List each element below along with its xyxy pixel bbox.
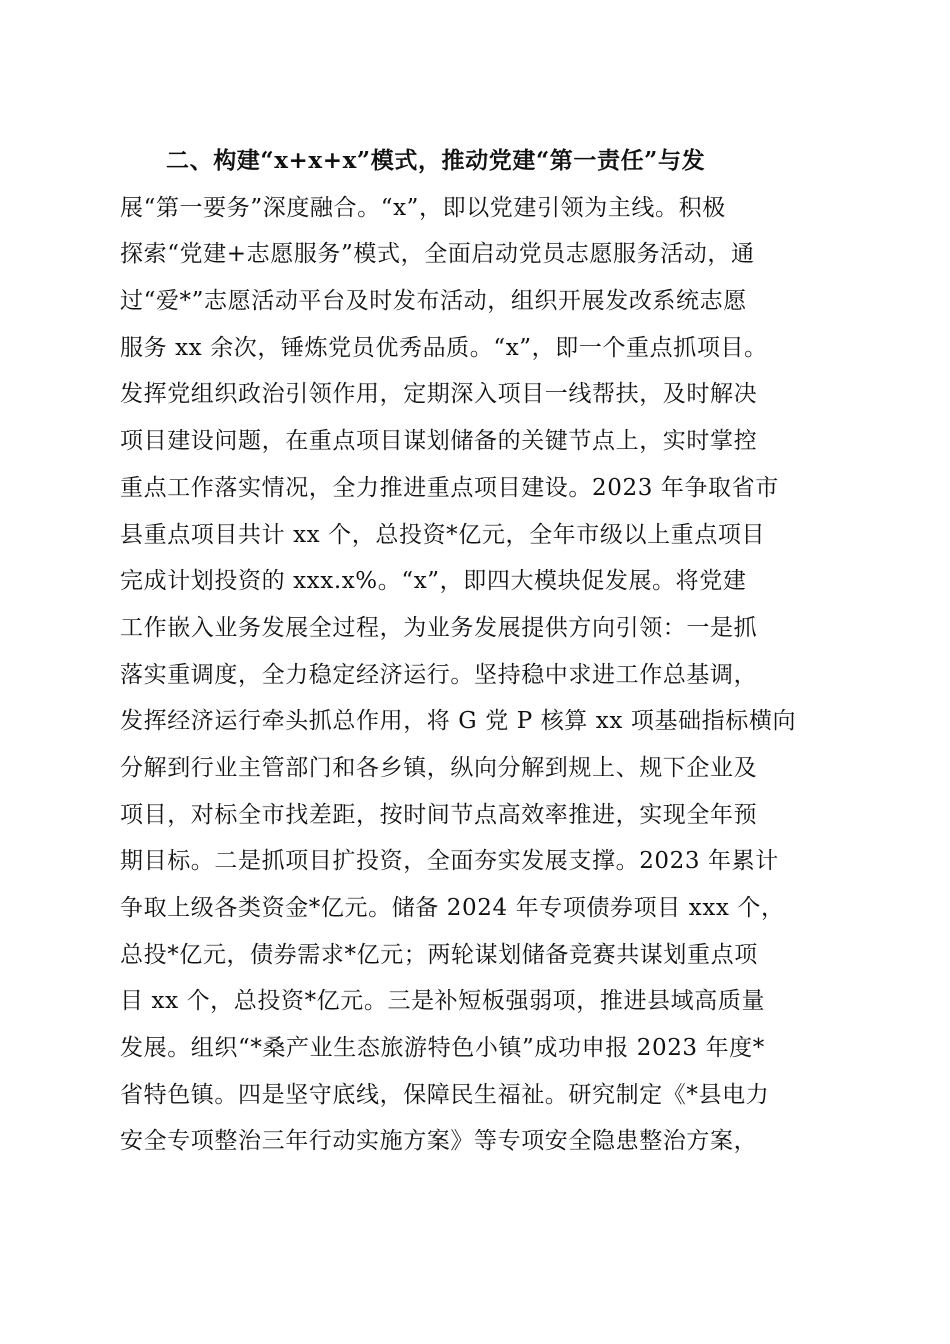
text-line: 服务 xx 余次，锤炼党员优秀品质。“x”，即一个重点抓项目。 [120, 334, 768, 361]
text-line: 省特色镇。四是坚守底线，保障民生福祉。研究制定《*县电力 [120, 1081, 770, 1108]
text-line: 期目标。二是抓项目扩投资，全面夯实发展支撑。2023 年累计 [120, 848, 779, 875]
text-line: 探索“党建+志愿服务”模式，全面启动党员志愿服务活动，通 [120, 241, 755, 268]
text-line: 分解到行业主管部门和各乡镇，纵向分解到规上、规下企业及 [120, 754, 758, 781]
text-line: 争取上级各类资金*亿元。储备 2024 年专项债券项目 xxx 个， [120, 895, 785, 921]
text-line: 安全专项整治三年行动实施方案》等专项安全隐患整治方案， [120, 1128, 758, 1155]
text-line: 落实重调度，全力稳定经济运行。坚持稳中求进工作总基调， [120, 661, 758, 688]
text-line: 县重点项目共计 xx 个，总投资*亿元，全年市级以上重点项目 [120, 521, 766, 548]
text-line: 目 xx 个，总投资*亿元。三是补短板强弱项，推进县域高质量 [120, 988, 766, 1015]
text-line: 发挥经济运行牵头抓总作用，将 G 党 P 核算 xx 项基础指标横向 [120, 708, 797, 735]
text-line: 重点工作落实情况，全力推进重点项目建设。2023 年争取省市 [120, 474, 779, 501]
text-line: 发展。组织“*桑产业生态旅游特色小镇”成功申报 2023 年度* [120, 1035, 765, 1062]
text-line: 总投*亿元，债券需求*亿元；两轮谋划储备竞赛共谋划重点项 [120, 941, 758, 968]
section-heading-line: 二、构建“x+x+x”模式，推动党建“第一责任”与发 [166, 147, 706, 174]
text-line: 项目，对标全市找差距，按时间节点高效率推进，实现全年预 [120, 801, 758, 828]
text-line: 过“爱*”志愿活动平台及时发布活动，组织开展发改系统志愿 [120, 288, 747, 315]
text-line: 展“第一要务”深度融合。“x”，即以党建引领为主线。积极 [120, 194, 726, 221]
text-line: 完成计划投资的 xxx.x%。“x”，即四大模块促发展。将党建 [120, 568, 747, 595]
text-line: 发挥党组织政治引领作用，定期深入项目一线帮扶，及时解决 [120, 381, 758, 408]
text-line: 项目建设问题，在重点项目谋划储备的关键节点上，实时掌控 [120, 428, 758, 455]
text-line: 工作嵌入业务发展全过程，为业务发展提供方向引领：一是抓 [120, 614, 758, 641]
body-paragraph [120, 138, 840, 1165]
